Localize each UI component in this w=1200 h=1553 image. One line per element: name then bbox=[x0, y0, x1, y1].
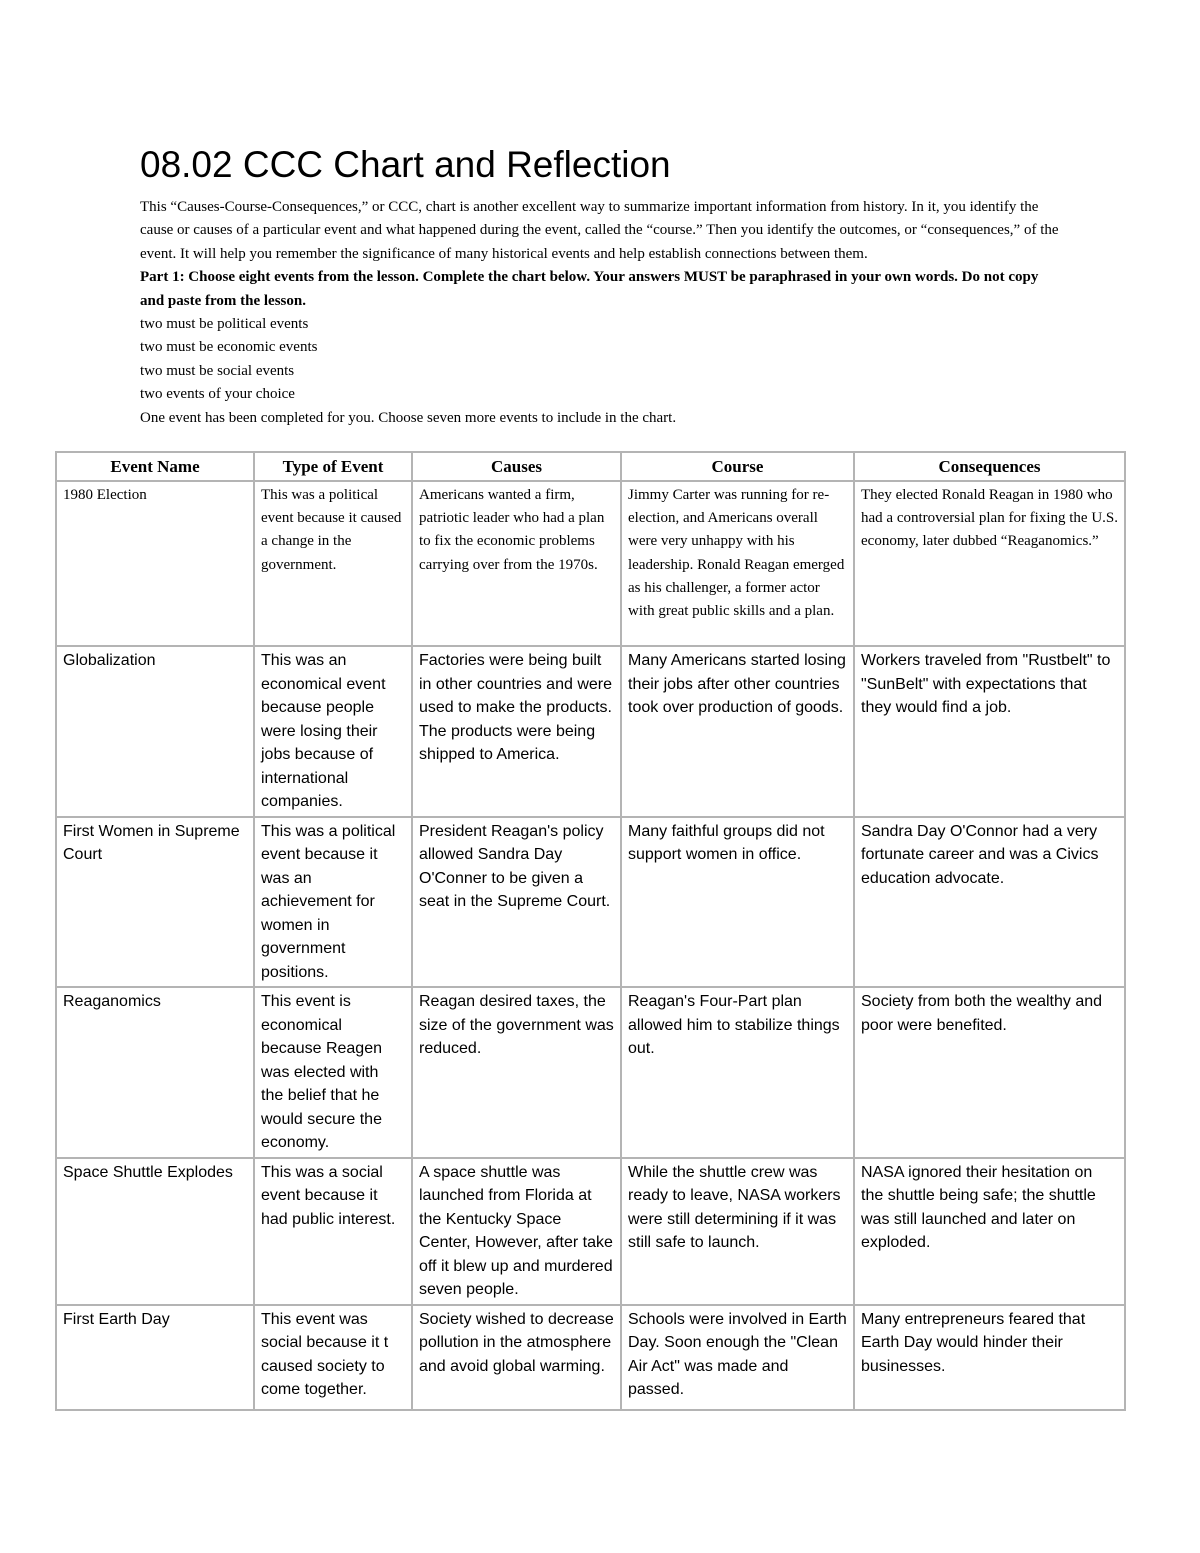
cell-consequences[interactable] bbox=[854, 1305, 1125, 1410]
cell-text: Reaganomics bbox=[63, 993, 161, 1010]
header-event-name: Event Name bbox=[56, 452, 254, 481]
table-row bbox=[56, 646, 1125, 817]
cell-event-name[interactable] bbox=[56, 646, 254, 817]
cell-text: Many entrepreneurs feared that Earth Day would hinder their businesses. bbox=[861, 1310, 1086, 1375]
cell-event-name[interactable] bbox=[56, 1158, 254, 1305]
cell-consequences[interactable] bbox=[854, 646, 1125, 817]
table-row bbox=[56, 1305, 1125, 1410]
page-title: 08.02 CCC Chart and Reflection bbox=[140, 144, 671, 185]
cell-course[interactable] bbox=[621, 481, 854, 646]
cell-text: This was a social event because it had public interest. bbox=[261, 1163, 396, 1228]
cell-text: This was a political event because it caused a change in the government. bbox=[261, 487, 402, 573]
cell-causes[interactable] bbox=[412, 1305, 621, 1410]
cell-causes[interactable] bbox=[412, 1158, 621, 1305]
cell-causes[interactable] bbox=[412, 481, 621, 646]
intro-paragraph: This “Causes-Course-Consequences,” or CCC, chart is another excellent way to summarize important information from history. In it, you identify the cause or causes of a particular event and what happened during the event, called the “course.” Then you identify the outcomes, or “consequences,” of the event. It will help you remember the significance of many historical events and help establish connections between them. bbox=[140, 199, 1059, 262]
cell-consequences[interactable] bbox=[854, 987, 1125, 1158]
cell-text: Schools were involved in Earth Day. Soon enough the "Clean Air Act" was made and passed. bbox=[628, 1310, 847, 1398]
cell-course[interactable] bbox=[621, 646, 854, 817]
cell-text: Jimmy Carter was running for re-election, and Americans overall were very unhappy with his leadership. Ronald Reagan emerged as his challenger, a former actor with great public skills and a plan. bbox=[628, 487, 845, 620]
cell-text: Society from both the wealthy and poor were benefited. bbox=[861, 993, 1103, 1034]
cell-consequences[interactable] bbox=[854, 817, 1125, 988]
cell-course[interactable] bbox=[621, 1158, 854, 1305]
cell-text: Many Americans started losing their jobs after other countries took over production of goods. bbox=[628, 652, 846, 716]
requirement-economic: two must be economic events bbox=[140, 339, 318, 356]
cell-text: While the shuttle crew was ready to leave, NASA workers were still determining if it was still safe to launch. bbox=[628, 1163, 841, 1251]
requirement-political: two must be political events bbox=[140, 316, 309, 333]
cell-course[interactable] bbox=[621, 987, 854, 1158]
cell-type-of-event[interactable] bbox=[254, 1158, 412, 1305]
cell-consequences[interactable] bbox=[854, 1158, 1125, 1305]
table-row bbox=[56, 817, 1125, 988]
cell-course[interactable] bbox=[621, 817, 854, 988]
cell-text: Space Shuttle Explodes bbox=[63, 1163, 233, 1181]
cell-course[interactable] bbox=[621, 1305, 854, 1410]
header-course: Course bbox=[621, 452, 854, 481]
cell-text: Society wished to decrease pollution in the atmosphere and avoid global warming. bbox=[419, 1310, 614, 1375]
cell-text: This event was social because it t caused society to come together. bbox=[261, 1310, 389, 1398]
cell-text: Workers traveled from "Rustbelt" to "SunBelt" with expectations that they would find a job. bbox=[861, 652, 1111, 716]
cell-text: First Earth Day bbox=[63, 1310, 170, 1328]
cell-event-name[interactable] bbox=[56, 1305, 254, 1410]
cell-type-of-event[interactable] bbox=[254, 481, 412, 646]
cell-event-name[interactable] bbox=[56, 817, 254, 988]
cell-text: A space shuttle was launched from Florida at the Kentucky Space Center, However, after take off it blew up and murdered seven people. bbox=[419, 1163, 613, 1298]
cell-event-name[interactable] bbox=[56, 987, 254, 1158]
cell-text: Factories were being built in other countries and were used to make the products. The products were being shipped to America. bbox=[419, 652, 612, 763]
cell-text: President Reagan's policy allowed Sandra Day O'Conner to be given a seat in the Supreme Court. bbox=[419, 822, 611, 910]
table-row bbox=[56, 481, 1125, 646]
cell-text: Reagan desired taxes, the size of the government was reduced. bbox=[419, 993, 614, 1057]
cell-text: This event is economical because Reagen was elected with the belief that he would secure the economy. bbox=[261, 993, 382, 1151]
header-consequences: Consequences bbox=[854, 452, 1125, 481]
cell-event-name[interactable] bbox=[56, 481, 254, 646]
header-type-of-event: Type of Event bbox=[254, 452, 412, 481]
cell-text: 1980 Election bbox=[63, 487, 147, 503]
cell-text: They elected Ronald Reagan in 1980 who had a controversial plan for fixing the U.S. economy, later dubbed “Reaganomics.” bbox=[861, 487, 1119, 550]
cell-causes[interactable] bbox=[412, 646, 621, 817]
completed-note: One event has been completed for you. Choose seven more events to include in the chart. bbox=[140, 409, 677, 426]
cell-text: Reagan's Four-Part plan allowed him to stabilize things out. bbox=[628, 993, 840, 1057]
cell-type-of-event[interactable] bbox=[254, 987, 412, 1158]
table-header-row bbox=[56, 452, 1125, 481]
ccc-chart-table bbox=[55, 451, 1126, 1411]
table-row bbox=[56, 987, 1125, 1158]
cell-causes[interactable] bbox=[412, 987, 621, 1158]
part1-instructions: Part 1: Choose eight events from the lesson. Complete the chart below. Your answers MUST be paraphrased in your own words. Do not copy and paste from the lesson. bbox=[140, 269, 1039, 309]
requirement-social: two must be social events bbox=[140, 362, 295, 379]
intro-section bbox=[140, 196, 1060, 430]
cell-type-of-event[interactable] bbox=[254, 1305, 412, 1410]
cell-text: First Women in Supreme Court bbox=[63, 822, 240, 863]
cell-text: Globalization bbox=[63, 652, 156, 669]
cell-type-of-event[interactable] bbox=[254, 817, 412, 988]
requirement-choice: two events of your choice bbox=[140, 386, 295, 403]
cell-text: This was an economical event because people were losing their jobs because of international companies. bbox=[261, 652, 386, 810]
cell-text: Sandra Day O'Connor had a very fortunate career and was a Civics education advocate. bbox=[861, 822, 1099, 887]
cell-text: Americans wanted a firm, patriotic leader who had a plan to fix the economic problems carrying over from the 1970s. bbox=[419, 487, 605, 573]
cell-text: This was a political event because it was an achievement for women in government positions. bbox=[261, 822, 396, 981]
table-row bbox=[56, 1158, 1125, 1305]
header-causes: Causes bbox=[412, 452, 621, 481]
cell-causes[interactable] bbox=[412, 817, 621, 988]
cell-consequences[interactable] bbox=[854, 481, 1125, 646]
cell-type-of-event[interactable] bbox=[254, 646, 412, 817]
cell-text: NASA ignored their hesitation on the shuttle being safe; the shuttle was still launched and later on exploded. bbox=[861, 1163, 1096, 1251]
cell-text: Many faithful groups did not support women in office. bbox=[628, 822, 825, 863]
